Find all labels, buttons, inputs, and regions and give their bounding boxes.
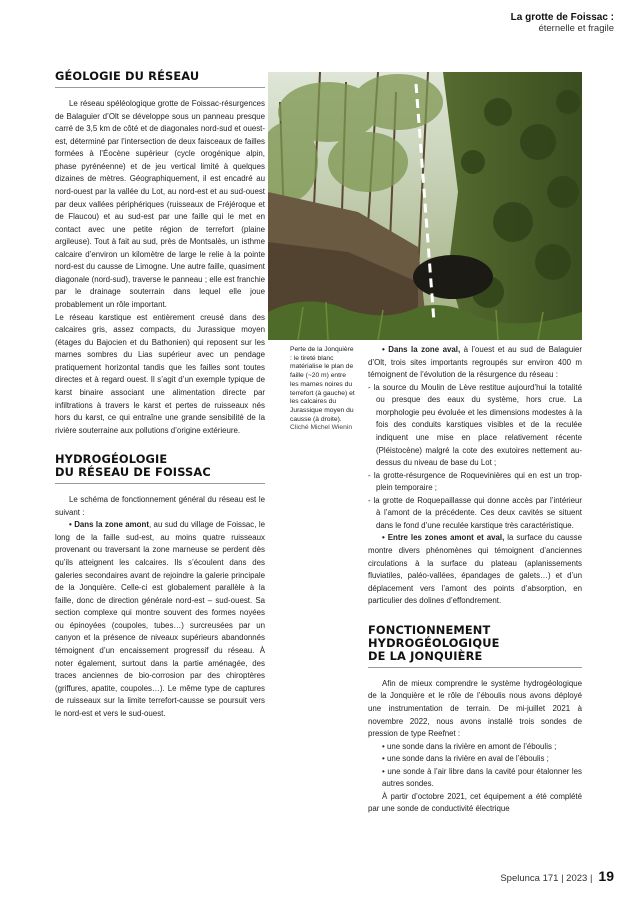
zone-aval-text: à l’ouest et au sud de Balaguier d’Olt, trois sites importants regroupés sur environ 400 m témoignent de l’évolution de la résurgence du réseau : <box>368 345 582 380</box>
zone-aval-paragraph <box>368 344 582 382</box>
photo-illustration <box>268 72 582 340</box>
bullet-icon: • <box>69 520 72 530</box>
fonctionnement-paragraph-2: À partir d’octobre 2021, cet équipement a été complété par une sonde de conductivité électrique <box>368 791 582 814</box>
right-column <box>368 344 582 816</box>
left-column <box>55 70 265 720</box>
section-title-fonctionnement: FONCTIONNEMENT HYDROGÉOLOGIQUE DE LA JONQUIÈRE <box>368 624 582 668</box>
resurgence-sites-list <box>368 382 582 533</box>
bullet-icon: • <box>382 345 385 354</box>
zone-aval-lead: Dans la zone aval, <box>388 345 461 354</box>
zone-amont-paragraph <box>55 519 265 720</box>
photo-caption <box>290 346 356 433</box>
running-head-subtitle: éternelle et fragile <box>538 22 614 34</box>
section-title-hydrogeologie: HYDROGÉOLOGIE DU RÉSEAU DE FOISSAC <box>55 453 265 484</box>
cave-entrance-photo <box>268 72 582 340</box>
fonctionnement-paragraph-1: Afin de mieux comprendre le système hydrogéologique de la Jonquière et le rôle de l’éboulis nous avons déployé une instrumentation de terrain. De mi-juillet 2021 à novembre 2022, nous avons installé trois sondes de pression de type Reefnet : <box>368 678 582 739</box>
list-item: - la grotte de Roquepaillasse qui donne accès par l’intérieur à l’amont de la précédente. Ces deux cavités se situent dans le fond d’une reculée karstique très caractéristique. <box>368 495 582 530</box>
hydrogeologie-intro: Le schéma de fonctionnement général du réseau est le suivant : <box>55 495 265 517</box>
geologie-paragraph-2: Le réseau karstique est entièrement creusé dans des calcaires gris, assez compacts, du Jurassique moyen (étages du Bajocien et du Bathonien) qui reposent sur les marnes sombres du Lias supérieur avec un pendage pratiquement horizontal tandis que les failles sont toutes directes et à regard ouest. Il s’agit d’un exemple typique de karst binaire associant une alimentation directe par infiltrations à travers le karst et pertes de ruisseaux nés hors du karst, ce qui entraîne une grande sensibilité de la rivière souterraine aux pollutions d’origine extérieure. <box>55 312 265 435</box>
list-item: - la grotte-résurgence de Roquevinières qui en est un trop-plein temporaire ; <box>368 470 582 493</box>
page-number: 19 <box>598 868 614 884</box>
zone-amont-text: , au sud du village de Foissac, le long de la faille sud-est, au moins quatre ruisseaux provenant ou traversant la zone marneuse se perdent dès qu’ils atteignent les calcaires. Ils s’écoulent dans des galeries secondaires avant de rejoindre la galerie principale de la Jonquière. Celle-ci est globalement parallèle à la faille, donc de direction générale nord-est – sud-ouest. Sa section complexe qui montre souvent des formes noyées ou épinoyées (coupoles, tubes…) surcreusées par un canyon et la présence de niveaux supérieurs abandonnés témoignent d’un encaissement progressif du réseau. À noter également, surtout dans la partie aménagée, des traces anciennes de bio-corrosion par des chiroptères (griffures, apatite, coupoles…). Le même type de captures de ruisseaux sur la limite terrefort-causse se poursuit vers le nord-est et vers le sud-ouest. <box>55 520 265 718</box>
issue-label: Spelunca 171 | 2023 | <box>500 873 593 884</box>
list-item: • une sonde à l’air libre dans la cavité pour étalonner les autres sondes. <box>382 766 582 789</box>
geologie-paragraph-1: Le réseau spéléologique grotte de Foissac-résurgences de Balaguier d’Olt se développe sous un panneau presque carré de 3,5 km de côté et de diagonales nord-sud et ouest-est, déterminé par l’intersection de deux faisceaux de failles formées à l’Éocène supérieur (cycle orogénique alpin, phase pyrénéenne) et de jeu vertical limité à quelques dizaines de mètres. Géographiquement, il est encadré au nord-ouest par la vallée du Lot, au nord-est et au sud-ouest par deux vallées périphériques (ruisseaux de Fréjéroque et de Flaucou) et au sud-est par une faille qui le met en contact avec une petite région de terrefort (plaine argileuse). Tout à fait au sud, près de Montsalès, un isthme calcaire d’environ un kilomètre de large le relie à la pointe nord-est du causse de Limogne. Une autre faille, quasiment diagonale (nord-sud), traverse le panneau ; elle est franchie par le drainage souterrain dans lequel elle joue probablement un rôle important. <box>55 99 265 309</box>
zones-intermediaires-paragraph <box>368 532 582 607</box>
running-head <box>511 12 614 34</box>
page-footer <box>500 868 614 884</box>
zones-intermediaires-lead: Entre les zones amont et aval, <box>387 533 505 543</box>
zone-amont-lead: Dans la zone amont <box>74 520 149 530</box>
caption-text: Perte de la Jonquière : le tireté blanc matérialise le plan de faille (~20 m) entre les marnes noires du terrefort (à gauche) et les calcaires du Jurassique moyen du causse (à droite). <box>290 346 355 423</box>
section-title-geologie: GÉOLOGIE DU RÉSEAU <box>55 70 265 88</box>
running-head-title: La grotte de Foissac : <box>510 12 614 23</box>
caption-credit: Cliché Michel Wienin <box>290 424 353 432</box>
list-item: - la source du Moulin de Lève restitue aujourd’hui la totalité ou presque des eaux du système, hors crue. La morphologie peu évoluée et les dimensions modestes à la fois des conduits karstiques visibles et de la reculée indiquent une mise en place relativement récente (Pléistocène) malgré la cote des exutoires nettement au-dessus du niveau de base du Lot ; <box>368 382 582 468</box>
probes-list <box>368 741 582 791</box>
list-item: • une sonde dans la rivière en aval de l’éboulis ; <box>382 754 549 764</box>
list-item: • une sonde dans la rivière en amont de l’éboulis ; <box>382 741 557 751</box>
zones-intermediaires-text: la surface du causse montre divers phénomènes qui témoignent d’anciennes circulations à la surface du plateau (aplanissements fluviatiles, paléo-vallées, épandages de galets…) et d’un déplacement vers l’amont des points d’absorption, en particulier des dolines d’effondrement. <box>368 533 582 606</box>
bullet-icon: • <box>382 533 385 543</box>
